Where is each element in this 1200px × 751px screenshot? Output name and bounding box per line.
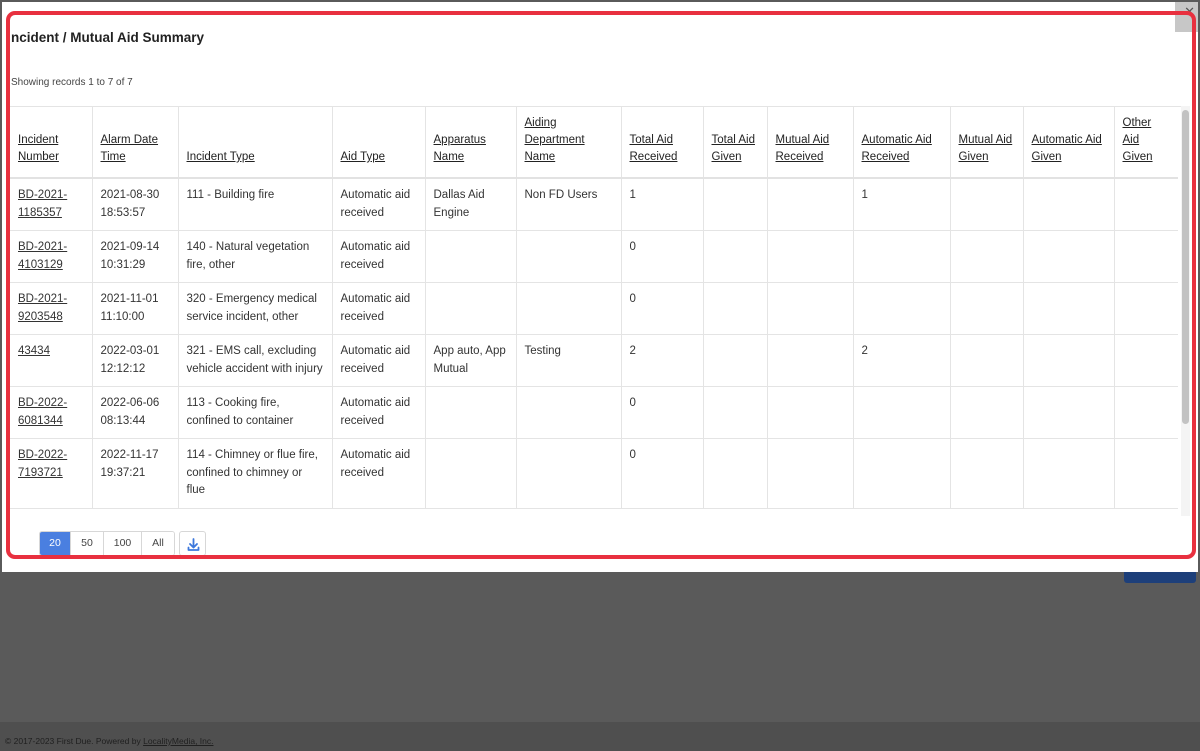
table-cell bbox=[1023, 231, 1114, 283]
table-cell bbox=[1023, 335, 1114, 387]
table-cell: Dallas Aid Engine bbox=[425, 178, 516, 231]
table-scrollbar-thumb[interactable] bbox=[1182, 110, 1189, 424]
table-cell: 0 bbox=[621, 231, 703, 283]
table-row bbox=[10, 178, 1178, 231]
table-cell bbox=[703, 439, 767, 509]
column-header[interactable]: Other Aid Given bbox=[1114, 107, 1178, 178]
modal-title: ncident / Mutual Aid Summary bbox=[11, 30, 205, 45]
table-cell bbox=[950, 231, 1023, 283]
table-cell bbox=[703, 335, 767, 387]
table-row bbox=[10, 283, 1178, 335]
table-cell: 2 bbox=[621, 335, 703, 387]
column-header[interactable]: Mutual Aid Received bbox=[767, 107, 853, 178]
table-cell: 1 bbox=[853, 178, 950, 231]
table-cell bbox=[950, 283, 1023, 335]
table-cell: 114 - Chimney or flue fire, confined to chimney or flue bbox=[178, 439, 332, 509]
table-row bbox=[10, 231, 1178, 283]
table-cell bbox=[767, 335, 853, 387]
incident-number-link[interactable]: 43434 bbox=[10, 335, 92, 387]
download-button[interactable] bbox=[179, 531, 206, 556]
column-header[interactable]: Mutual Aid Given bbox=[950, 107, 1023, 178]
column-header[interactable]: Incident Number bbox=[10, 107, 92, 178]
table-cell bbox=[516, 439, 621, 509]
column-header[interactable]: Apparatus Name bbox=[425, 107, 516, 178]
table-cell: 111 - Building fire bbox=[178, 178, 332, 231]
table-cell bbox=[425, 439, 516, 509]
table-cell: Automatic aid received bbox=[332, 283, 425, 335]
table-row bbox=[10, 387, 1178, 439]
table-cell bbox=[703, 178, 767, 231]
column-header[interactable]: Incident Type bbox=[178, 107, 332, 178]
table-cell bbox=[767, 283, 853, 335]
summary-table-container bbox=[10, 106, 1182, 516]
table-cell: Automatic aid received bbox=[332, 178, 425, 231]
table-cell bbox=[1023, 178, 1114, 231]
incident-number-link[interactable]: BD-2021-4103129 bbox=[10, 231, 92, 283]
table-cell: 321 - EMS call, excluding vehicle accident with injury bbox=[178, 335, 332, 387]
table-cell bbox=[950, 439, 1023, 509]
table-cell: 2021-08-30 18:53:57 bbox=[92, 178, 178, 231]
table-cell: 0 bbox=[621, 439, 703, 509]
column-header[interactable]: Aiding Department Name bbox=[516, 107, 621, 178]
table-cell bbox=[1114, 283, 1178, 335]
table-cell: 2021-11-01 11:10:00 bbox=[92, 283, 178, 335]
table-cell bbox=[703, 387, 767, 439]
table-cell bbox=[1023, 439, 1114, 509]
table-cell: Automatic aid received bbox=[332, 335, 425, 387]
table-cell bbox=[767, 178, 853, 231]
incident-number-link[interactable]: BD-2021-1185357 bbox=[10, 178, 92, 231]
table-cell bbox=[1023, 283, 1114, 335]
table-cell bbox=[1114, 387, 1178, 439]
table-cell bbox=[516, 387, 621, 439]
column-header[interactable]: Total Aid Received bbox=[621, 107, 703, 178]
table-cell: 2022-06-06 08:13:44 bbox=[92, 387, 178, 439]
table-cell: 2022-11-17 19:37:21 bbox=[92, 439, 178, 509]
table-cell: 0 bbox=[621, 387, 703, 439]
incident-number-link[interactable]: BD-2022-6081344 bbox=[10, 387, 92, 439]
table-cell bbox=[425, 387, 516, 439]
table-cell bbox=[767, 387, 853, 439]
table-cell: Automatic aid received bbox=[332, 231, 425, 283]
page-size-100-button[interactable]: 100 bbox=[104, 532, 142, 555]
table-cell bbox=[950, 178, 1023, 231]
table-cell bbox=[853, 231, 950, 283]
incident-number-link[interactable]: BD-2021-9203548 bbox=[10, 283, 92, 335]
footer-copyright bbox=[5, 736, 214, 746]
table-cell bbox=[853, 387, 950, 439]
table-cell bbox=[1114, 231, 1178, 283]
table-cell: App auto, App Mutual bbox=[425, 335, 516, 387]
table-cell: 2022-03-01 12:12:12 bbox=[92, 335, 178, 387]
close-button[interactable] bbox=[1175, 2, 1198, 32]
table-cell: 1 bbox=[621, 178, 703, 231]
table-cell bbox=[767, 231, 853, 283]
table-cell: 0 bbox=[621, 283, 703, 335]
table-cell bbox=[950, 335, 1023, 387]
table-cell: 113 - Cooking fire, confined to container bbox=[178, 387, 332, 439]
page-size-50-button[interactable]: 50 bbox=[71, 532, 104, 555]
table-cell: 140 - Natural vegetation fire, other bbox=[178, 231, 332, 283]
summary-table bbox=[10, 107, 1178, 509]
column-header[interactable]: Alarm Date Time bbox=[92, 107, 178, 178]
table-cell bbox=[767, 439, 853, 509]
table-cell bbox=[516, 283, 621, 335]
table-cell bbox=[425, 231, 516, 283]
table-cell bbox=[1114, 439, 1178, 509]
footer-link[interactable]: LocalityMedia, Inc. bbox=[143, 736, 214, 746]
page-size-selector bbox=[39, 531, 175, 556]
column-header[interactable]: Automatic Aid Received bbox=[853, 107, 950, 178]
table-cell bbox=[853, 439, 950, 509]
table-row bbox=[10, 335, 1178, 387]
table-cell: Automatic aid received bbox=[332, 439, 425, 509]
page-size-all-button[interactable]: All bbox=[142, 532, 174, 555]
close-icon: ✕ bbox=[1184, 4, 1195, 19]
table-cell bbox=[703, 231, 767, 283]
table-cell: 2021-09-14 10:31:29 bbox=[92, 231, 178, 283]
table-cell bbox=[853, 283, 950, 335]
table-cell: Automatic aid received bbox=[332, 387, 425, 439]
column-header[interactable]: Aid Type bbox=[332, 107, 425, 178]
table-cell bbox=[1114, 178, 1178, 231]
column-header[interactable]: Automatic Aid Given bbox=[1023, 107, 1114, 178]
table-cell bbox=[425, 283, 516, 335]
footer-prefix: © 2017-2023 First Due. Powered by bbox=[5, 736, 144, 746]
table-cell bbox=[1114, 335, 1178, 387]
table-cell: 320 - Emergency medical service incident, other bbox=[178, 283, 332, 335]
page-size-20-button[interactable]: 20 bbox=[40, 532, 71, 555]
download-icon bbox=[180, 532, 207, 557]
table-body bbox=[10, 178, 1178, 508]
table-header-row bbox=[10, 107, 1178, 178]
incident-number-link[interactable]: BD-2022-7193721 bbox=[10, 439, 92, 509]
table-cell: Non FD Users bbox=[516, 178, 621, 231]
background-action-button[interactable] bbox=[1124, 572, 1196, 583]
records-info: Showing records 1 to 7 of 7 bbox=[11, 77, 133, 88]
column-header[interactable]: Total Aid Given bbox=[703, 107, 767, 178]
table-cell bbox=[1023, 387, 1114, 439]
table-cell bbox=[516, 231, 621, 283]
table-cell bbox=[703, 283, 767, 335]
table-cell: 2 bbox=[853, 335, 950, 387]
table-row bbox=[10, 439, 1178, 509]
table-cell bbox=[950, 387, 1023, 439]
table-cell: Testing bbox=[516, 335, 621, 387]
